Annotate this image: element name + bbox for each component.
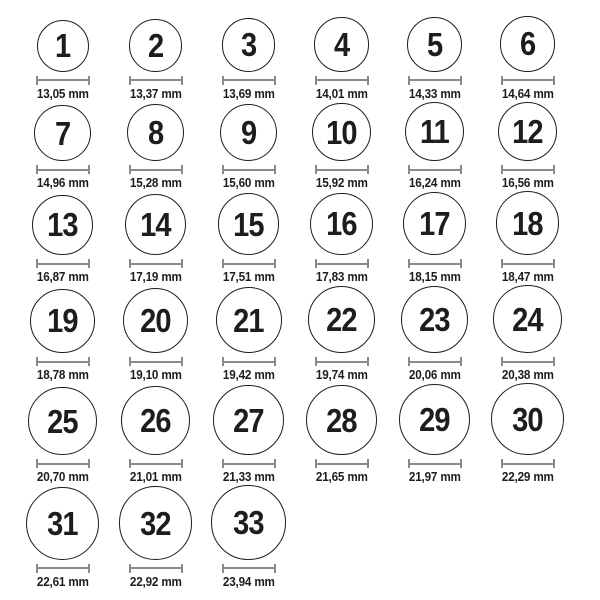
- diameter-measure-line: [222, 165, 276, 174]
- ring-size-cell: [202, 485, 295, 589]
- diameter-label: 21,97 mm: [408, 469, 461, 485]
- ring-size-cell: [481, 191, 574, 285]
- ring-circle: [399, 384, 471, 456]
- ring-size-cell: [388, 17, 481, 102]
- diameter-label: 13,05 mm: [36, 85, 89, 101]
- ring-size-cell: [202, 385, 295, 485]
- diameter-measure-line: [408, 459, 462, 468]
- ring-size-cell: [295, 385, 388, 486]
- ring-size-number: 9: [240, 113, 257, 151]
- ring-size-cell: [202, 287, 295, 383]
- diameter-measure-line: [315, 459, 369, 468]
- diameter-label: 16,56 mm: [501, 175, 554, 191]
- diameter-measure-line: [129, 165, 183, 174]
- ring-size-number: 15: [233, 205, 264, 243]
- ring-size-number: 20: [140, 302, 171, 340]
- diameter-measure-line: [36, 459, 90, 468]
- ring-size-number: 21: [233, 301, 264, 339]
- diameter-measure-line: [408, 76, 462, 85]
- ring-circle: [310, 193, 373, 256]
- ring-size-cell: [295, 103, 388, 191]
- diameter-measure-line: [129, 76, 183, 85]
- chart-row: [16, 16, 600, 102]
- ring-circle: [30, 289, 95, 354]
- diameter-label: 18,15 mm: [408, 269, 461, 285]
- ring-circle: [498, 102, 558, 162]
- ring-size-number: 7: [54, 114, 71, 152]
- diameter-label: 18,78 mm: [36, 367, 89, 383]
- ring-size-number: 33: [233, 504, 264, 542]
- ring-circle: [28, 387, 97, 456]
- diameter-measure-line: [129, 564, 183, 573]
- ring-size-cell: [109, 386, 202, 486]
- diameter-measure-line: [408, 165, 462, 174]
- diameter-label: 21,33 mm: [222, 469, 275, 485]
- ring-size-cell: [295, 286, 388, 383]
- ring-size-number: 2: [147, 26, 164, 64]
- ring-size-number: 3: [240, 26, 257, 64]
- ring-circle: [403, 192, 466, 255]
- ring-circle: [127, 104, 184, 161]
- diameter-measure-line: [222, 459, 276, 468]
- diameter-label: 21,65 mm: [315, 469, 368, 485]
- ring-size-number: 27: [233, 401, 264, 439]
- ring-circle: [211, 485, 285, 559]
- ring-size-number: 31: [47, 504, 78, 542]
- ring-size-cell: [109, 19, 202, 102]
- ring-size-cell: [109, 104, 202, 191]
- ring-size-cell: [481, 16, 574, 102]
- diameter-label: 18,47 mm: [501, 269, 554, 285]
- chart-row: [16, 102, 600, 192]
- diameter-label: 23,94 mm: [222, 573, 275, 589]
- diameter-measure-line: [408, 259, 462, 268]
- ring-circle: [37, 20, 89, 72]
- ring-circle: [496, 191, 560, 255]
- ring-circle: [220, 104, 278, 162]
- diameter-label: 17,83 mm: [315, 269, 368, 285]
- diameter-measure-line: [315, 357, 369, 366]
- diameter-label: 17,51 mm: [222, 269, 275, 285]
- diameter-measure-line: [315, 165, 369, 174]
- ring-size-cell: [295, 193, 388, 286]
- diameter-label: 20,06 mm: [408, 367, 461, 383]
- diameter-label: 14,64 mm: [501, 85, 554, 101]
- ring-size-number: 29: [419, 401, 450, 439]
- chart-row: [16, 191, 600, 285]
- ring-size-number: 5: [426, 25, 443, 63]
- diameter-label: 20,70 mm: [36, 469, 89, 485]
- ring-size-number: 11: [420, 113, 449, 151]
- diameter-label: 15,28 mm: [129, 175, 182, 191]
- ring-size-cell: [202, 193, 295, 285]
- ring-circle: [222, 18, 275, 71]
- diameter-measure-line: [501, 459, 555, 468]
- ring-size-cell: [16, 387, 109, 486]
- ring-size-number: 17: [419, 204, 450, 242]
- ring-circle: [314, 17, 368, 71]
- ring-size-number: 32: [140, 504, 171, 542]
- ring-circle: [218, 193, 280, 255]
- ring-size-number: 10: [326, 113, 357, 151]
- diameter-label: 13,69 mm: [222, 85, 275, 101]
- ring-size-cell: [388, 192, 481, 285]
- ring-circle: [407, 17, 462, 72]
- ring-circle: [401, 286, 468, 353]
- ring-size-cell: [388, 286, 481, 383]
- diameter-label: 20,38 mm: [501, 367, 554, 383]
- diameter-measure-line: [222, 357, 276, 366]
- ring-size-number: 8: [147, 114, 164, 152]
- ring-size-number: 26: [140, 402, 171, 440]
- ring-size-number: 19: [47, 302, 78, 340]
- ring-size-cell: [16, 105, 109, 191]
- chart-row: [16, 285, 600, 383]
- diameter-label: 22,92 mm: [129, 573, 182, 589]
- diameter-label: 16,24 mm: [408, 175, 461, 191]
- ring-circle: [34, 105, 90, 161]
- diameter-measure-line: [129, 357, 183, 366]
- ring-size-cell: [388, 102, 481, 191]
- diameter-measure-line: [129, 459, 183, 468]
- diameter-measure-line: [129, 259, 183, 268]
- diameter-measure-line: [222, 564, 276, 573]
- diameter-label: 15,60 mm: [222, 175, 275, 191]
- diameter-label: 17,19 mm: [129, 269, 182, 285]
- ring-size-cell: [16, 195, 109, 285]
- diameter-measure-line: [36, 165, 90, 174]
- ring-circle: [121, 386, 191, 456]
- ring-size-number: 12: [512, 112, 543, 150]
- diameter-measure-line: [501, 76, 555, 85]
- ring-size-number: 30: [512, 400, 543, 438]
- ring-circle: [500, 16, 556, 72]
- diameter-label: 19,42 mm: [222, 367, 275, 383]
- ring-size-cell: [16, 289, 109, 384]
- ring-size-number: 16: [326, 205, 357, 243]
- ring-size-number: 6: [519, 25, 536, 63]
- diameter-measure-line: [36, 357, 90, 366]
- diameter-label: 14,96 mm: [36, 175, 89, 191]
- diameter-label: 22,61 mm: [36, 573, 89, 589]
- diameter-label: 13,37 mm: [129, 85, 182, 101]
- diameter-measure-line: [36, 564, 90, 573]
- ring-circle: [405, 102, 464, 161]
- diameter-label: 14,33 mm: [408, 85, 461, 101]
- ring-circle: [493, 285, 561, 353]
- ring-size-cell: [109, 486, 202, 590]
- ring-circle: [216, 287, 282, 353]
- diameter-label: 14,01 mm: [315, 85, 368, 101]
- ring-size-cell: [388, 384, 481, 486]
- ring-size-number: 25: [47, 402, 78, 440]
- ring-size-cell: [481, 285, 574, 383]
- diameter-label: 16,87 mm: [36, 269, 89, 285]
- ring-size-number: 18: [512, 204, 543, 242]
- ring-circle: [123, 288, 188, 353]
- diameter-measure-line: [222, 76, 276, 85]
- ring-size-cell: [16, 487, 109, 590]
- ring-circle: [312, 103, 370, 161]
- diameter-label: 15,92 mm: [315, 175, 368, 191]
- chart-row: [16, 485, 600, 589]
- ring-circle: [491, 383, 563, 455]
- ring-size-cell: [295, 17, 388, 101]
- diameter-measure-line: [315, 259, 369, 268]
- diameter-label: 19,10 mm: [129, 367, 182, 383]
- ring-circle: [26, 487, 99, 560]
- ring-circle: [32, 195, 92, 255]
- ring-size-cell: [481, 383, 574, 485]
- ring-circle: [129, 19, 182, 72]
- ring-size-cell: [202, 18, 295, 101]
- diameter-measure-line: [408, 357, 462, 366]
- ring-size-number: 14: [140, 206, 171, 244]
- diameter-measure-line: [315, 76, 369, 85]
- ring-size-cell: [109, 194, 202, 285]
- ring-circle: [125, 194, 186, 255]
- diameter-measure-line: [36, 259, 90, 268]
- chart-row: [16, 383, 600, 485]
- diameter-measure-line: [501, 259, 555, 268]
- ring-circle: [213, 385, 283, 455]
- ring-size-number: 28: [326, 401, 357, 439]
- ring-size-number: 22: [326, 301, 357, 339]
- ring-size-number: 24: [512, 300, 543, 338]
- ring-size-cell: [202, 104, 295, 192]
- diameter-measure-line: [222, 259, 276, 268]
- ring-circle: [119, 486, 193, 560]
- ring-size-number: 1: [54, 27, 71, 64]
- diameter-label: 19,74 mm: [315, 367, 368, 383]
- ring-size-cell: [16, 20, 109, 102]
- ring-size-number: 23: [419, 300, 450, 338]
- diameter-label: 21,01 mm: [129, 469, 182, 485]
- ring-size-cell: [109, 288, 202, 383]
- diameter-measure-line: [501, 357, 555, 366]
- ring-size-number: 13: [47, 206, 78, 244]
- diameter-measure-line: [501, 165, 555, 174]
- diameter-label: 22,29 mm: [501, 469, 554, 485]
- ring-circle: [308, 286, 375, 353]
- diameter-measure-line: [36, 76, 90, 85]
- ring-size-cell: [481, 102, 574, 192]
- ring-size-number: 4: [333, 25, 350, 63]
- ring-circle: [306, 385, 377, 456]
